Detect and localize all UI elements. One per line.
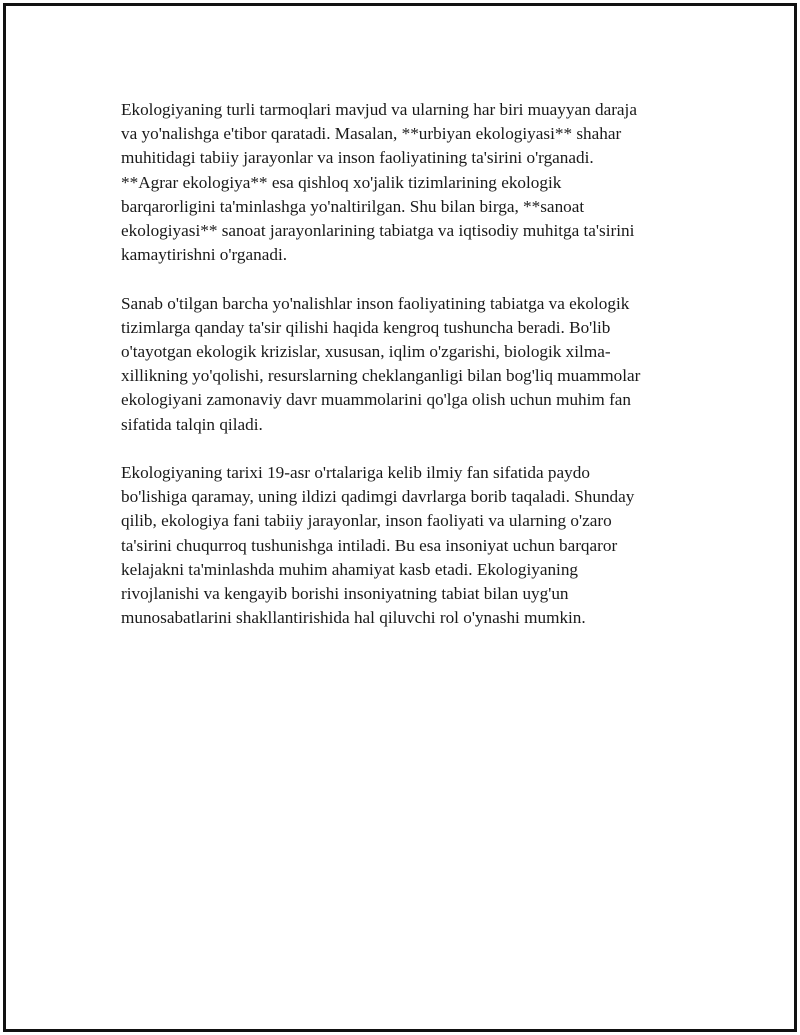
text-line: Ekologiyaning tarixi 19-asr o'rtalariga kelib ilmiy fan sifatida paydo	[121, 463, 590, 483]
text-line: va yo'nalishga e'tibor qaratadi. Masalan, **urbiyan ekologiyasi** shahar	[121, 124, 622, 144]
paragraph-3	[121, 461, 681, 630]
text-line: o'tayotgan ekologik krizislar, xususan, iqlim o'zgarishi, biologik xilma-	[121, 342, 611, 362]
text-line: kamaytirishni o'rganadi.	[121, 245, 288, 265]
text-line: kelajakni ta'minlashda muhim ahamiyat kasb etadi. Ekologiyaning	[121, 559, 579, 579]
text-line: Ekologiyaning turli tarmoqlari mavjud va ularning har biri muayyan daraja	[121, 100, 637, 119]
page-frame	[3, 3, 797, 1032]
text-line: bo'lishiga qaramay, uning ildizi qadimgi davrlarga borib taqaladi. Shunday	[121, 487, 635, 507]
text-line: **Agrar ekologiya** esa qishloq xo'jalik tizimlarining ekologik	[121, 172, 562, 192]
text-line: sifatida talqin qiladi.	[121, 414, 263, 434]
text-line: barqarorligini ta'minlashga yo'naltirilgan. Shu bilan birga, **sanoat	[121, 196, 585, 216]
paragraph-1	[121, 98, 681, 267]
paragraph-2	[121, 292, 681, 437]
text-line: muhitidagi tabiiy jarayonlar va inson faoliyatining ta'sirini o'rganadi.	[121, 148, 594, 168]
text-line: tizimlarga qanday ta'sir qilishi haqida kengroq tushuncha beradi. Bo'lib	[121, 317, 611, 337]
text-line: Sanab o'tilgan barcha yo'nalishlar inson faoliyatining tabiatga va ekologik	[121, 293, 630, 313]
text-line: ekologiyani zamonaviy davr muammolarini qo'lga olish uchun muhim fan	[121, 390, 632, 410]
text-line: ekologiyasi** sanoat jarayonlarining tabiatga va iqtisodiy muhitga ta'sirini	[121, 221, 635, 241]
document-body	[121, 98, 681, 655]
text-line: rivojlanishi va kengayib borishi insoniyatning tabiat bilan uyg'un	[121, 584, 569, 604]
text-line: qilib, ekologiya fani tabiiy jarayonlar, inson faoliyati va ularning o'zaro	[121, 511, 612, 531]
text-line: ta'sirini chuqurroq tushunishga intiladi. Bu esa insoniyat uchun barqaror	[121, 535, 618, 555]
text-line: xillikning yo'qolishi, resurslarning cheklanganligi bilan bog'liq muammolar	[121, 366, 641, 386]
text-line: munosabatlarini shakllantirishida hal qiluvchi rol o'ynashi mumkin.	[121, 608, 586, 628]
